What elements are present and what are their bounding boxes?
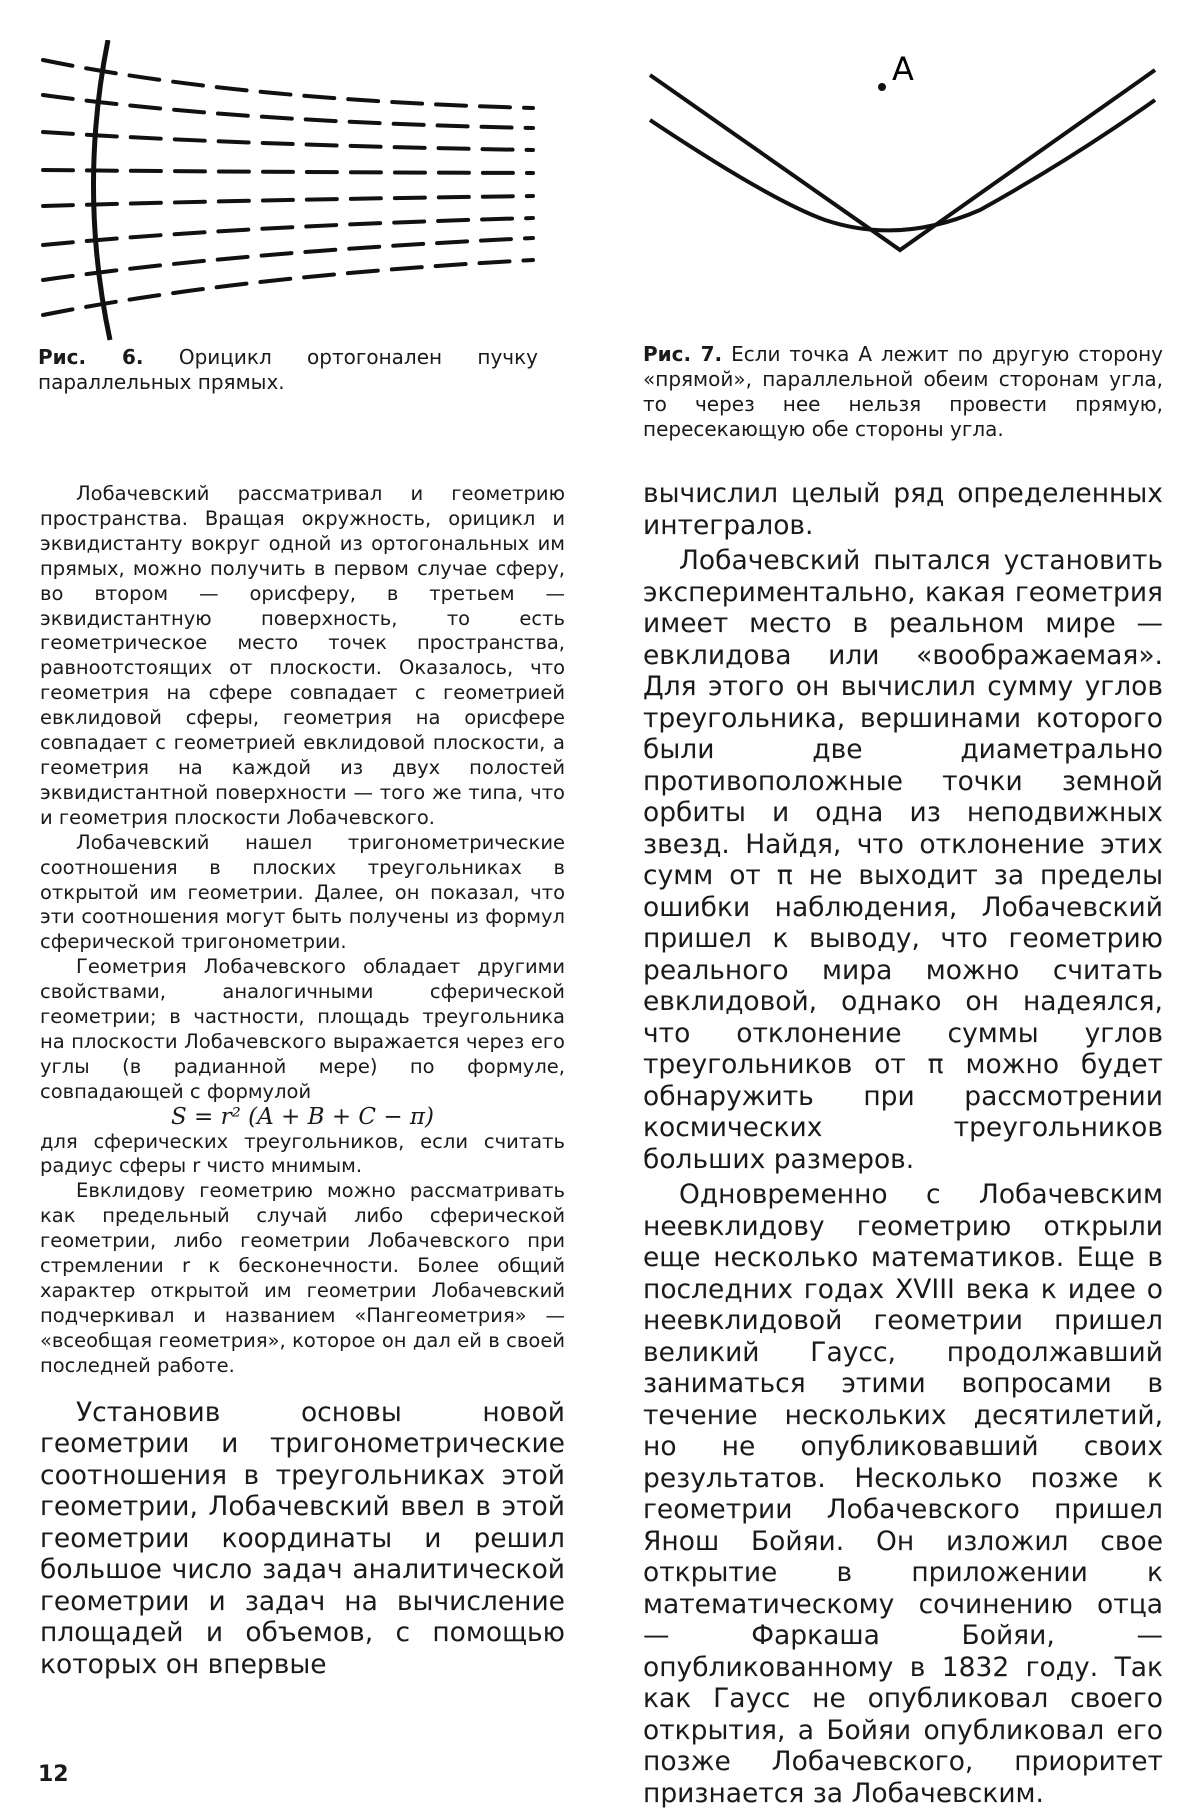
right-column [643, 478, 1163, 1809]
paragraph: Одновременно с Лобачевским неевклидову геометрию открыли еще несколько математиков. Еще в последних годах XVIII века к идее о неевклидовой геометрии пришел великий Гаусс, продолжавший заниматься этими вопросами в течение нескольких десятилетий, но не опубликовавший своих результатов. Несколько позже к геометрии Лобачевского пришел Янош Бойяи. Он изложил свое открытие в приложении к математическому сочинению отца — Фаркаша Бойяи, — опубликованному в 1832 году. Так как Гаусс не опубликовал своего открытия, а Бойяи опубликовал его позже Лобачевского, приоритет признается за Лобачевским. [643, 1179, 1163, 1809]
parallel-line [43, 260, 533, 315]
figure-7-caption [643, 342, 1163, 442]
point-a-label: A [892, 50, 914, 88]
figure-7-label: Рис. 7. [643, 342, 723, 366]
paragraph: Лобачевский нашел тригонометрические соотношения в плоских треугольниках в открытой им геометрии. Далее, он показал, что эти соотношения могут быть получены из формул сферической тригонометрии. [40, 830, 565, 954]
parallel-line [43, 196, 533, 206]
figure-6-horocycle [38, 40, 538, 350]
paragraph: Лобачевский рассматривал и геометрию пространства. Вращая окружность, орицикл и эквидистанту вокруг одной из ортогональных им прямых, можно получить в первом случае сферу, во втором — орисферу, в третьем — эквидистантную поверхность, то есть геометрическое место точек пространства, равноотстоящих от плоскости. Оказалось, что геометрия на сфере совпадает с геометрией евклидовой сферы, геометрия на орисфере совпадает с геометрией евклидовой плоскости, а геометрия на каждой из двух полостей эквидистантной поверхности — того же типа, что и геометрия плоскости Лобачевского. [40, 482, 565, 829]
point-a [878, 83, 886, 91]
angle-sides [650, 70, 1155, 250]
left-small-text [40, 482, 565, 1379]
left-large-text [40, 1397, 565, 1681]
parallel-line [43, 170, 533, 173]
parallel-curve [650, 100, 1155, 230]
horocycle-curve [93, 40, 110, 340]
figure-6-caption [38, 345, 538, 395]
paragraph: Геометрия Лобачевского обладает другими свойствами, аналогичными сферической геометрии; в частности, площадь треугольника на плоскости Лобачевского выражается через его углы (в радианной мере) по формуле, совпадающей с формулой [40, 955, 565, 1103]
paragraph: для сферических треугольников, если считать радиус сферы r чисто мнимым. [40, 1129, 565, 1178]
paragraph: Лобачевский пытался установить экспериментально, какая геометрия имеет место в реальном мире — евклидова или «воображаемая». Для этого он вычислил сумму углов треугольника, вершинами которого были две диаметрально противоположные точки земной орбиты и одна из неподвижных звезд. Найдя, что отклонение этих сумм от π не выходит за пределы ошибки наблюдения, Лобачевский пришел к выводу, что геометрию реального мира можно считать евклидовой, однако он надеялся, что отклонение суммы углов треугольников от π можно будет обнаружить при рассмотрении космических треугольников больших размеров. [643, 545, 1163, 1175]
figure-7-caption-text: Если точка A лежит по другую сторону «прямой», параллельной обеим сторонам угла, то через нее нельзя провести прямую, пересекающую обе стороны угла. [643, 342, 1163, 441]
parallel-line [43, 238, 533, 280]
parallel-line [43, 95, 533, 128]
paragraph: Установив основы новой геометрии и тригонометрические соотношения в треугольниках этой геометрии, Лобачевский ввел в этой геометрии координаты и решил большое число задач аналитической геометрии и задач на вычисление площадей и объемов, с помощью которых он впервые [40, 1396, 565, 1680]
figure-6-label: Рис. 6. [38, 345, 144, 369]
figure-6-caption-text: Орицикл ортогонален пучку параллельных прямых. [38, 345, 539, 394]
figure-7-angle [640, 40, 1180, 300]
area-formula: S = r² (A + B + C − π) [170, 1103, 435, 1130]
left-column [40, 482, 565, 1680]
parallel-line [43, 60, 533, 108]
paragraph: вычислил целый ряд определенных интегралов. [643, 478, 1163, 541]
parallel-line [43, 132, 533, 150]
page-number: 12 [38, 1762, 69, 1787]
paragraph: Евклидову геометрию можно рассматривать как предельный случай либо сферической геометрии, либо геометрии Лобачевского при стремлении r к бесконечности. Более общий характер открытой им геометрии Лобачевский подчеркивал и названием «Пангеометрия» — «всеобщая геометрия», которое он дал ей в своей последней работе. [40, 1179, 565, 1377]
